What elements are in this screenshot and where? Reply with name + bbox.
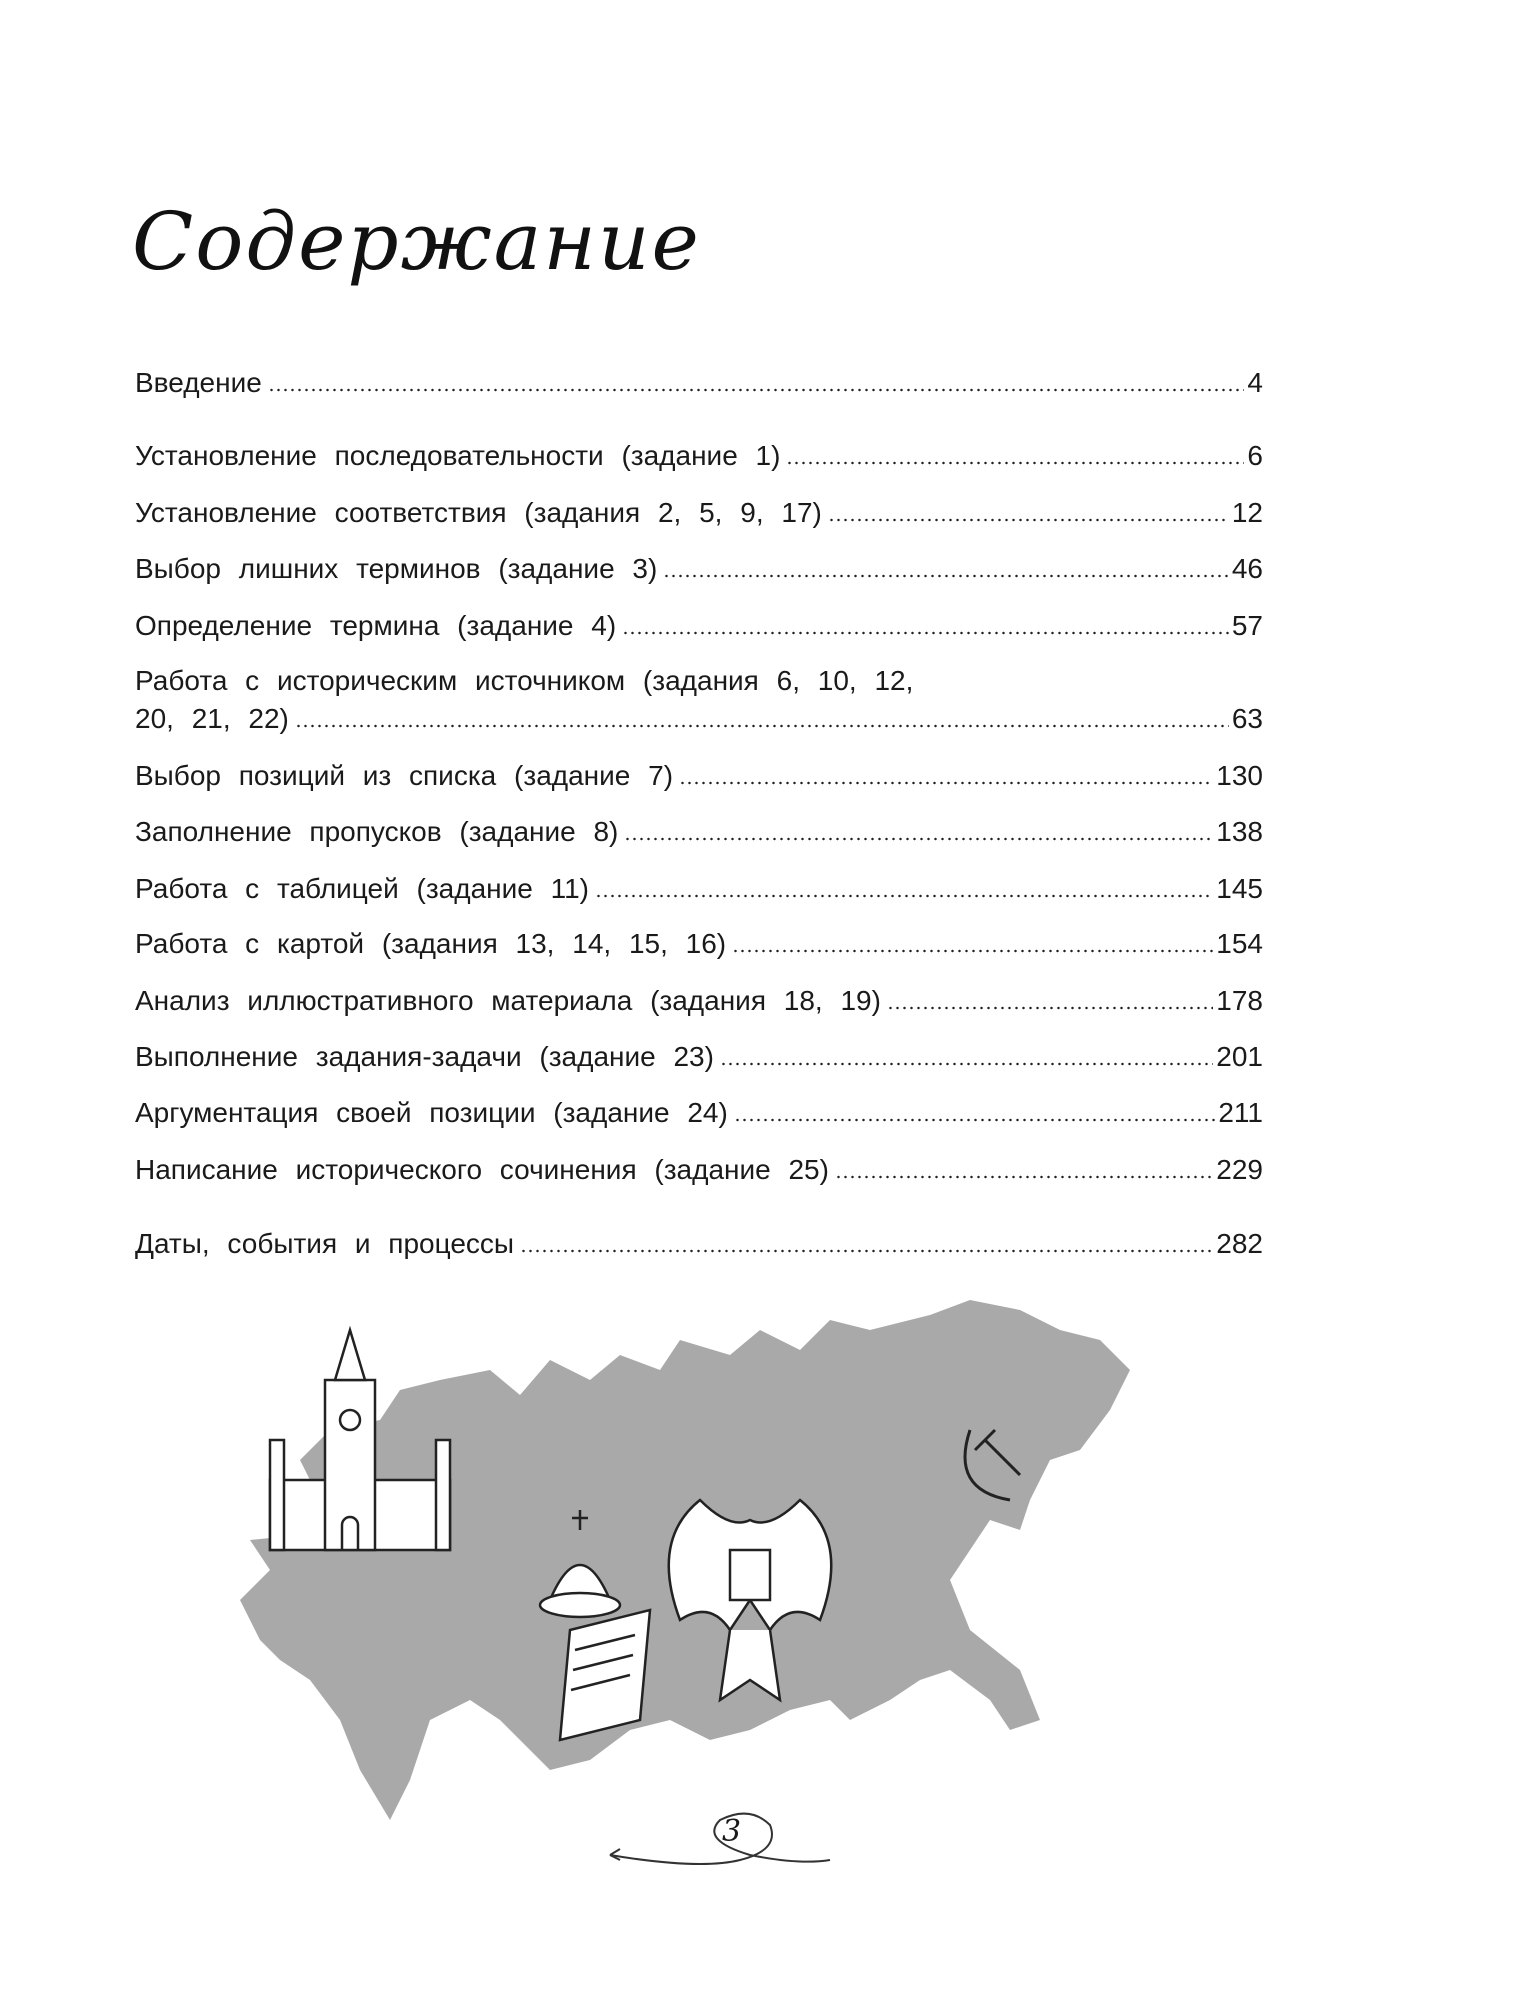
toc-entry-label-line1[interactable]: Работа с историческим источником (задания 6, 10, 12, — [135, 665, 914, 696]
toc-entry-page: 6 — [1247, 440, 1263, 471]
dot-leader — [835, 1175, 1213, 1179]
page-number: 3 — [722, 1814, 742, 1849]
toc-entry-page: 4 — [1247, 367, 1263, 398]
swirl-ornament-icon — [600, 1800, 840, 1890]
toc-entry-page: 211 — [1218, 1097, 1263, 1128]
scroll-icon — [560, 1610, 650, 1740]
dot-leader — [520, 1249, 1213, 1253]
toc-entry-label: Выбор лишних терминов (задание 3) — [135, 553, 658, 584]
toc-entry-page: 282 — [1216, 1228, 1263, 1259]
toc-entry-page: 178 — [1216, 985, 1263, 1016]
toc-entry-label: Аргументация своей позиции (задание 24) — [135, 1097, 728, 1128]
toc-entry-label: Выбор позиций из списка (задание 7) — [135, 760, 674, 791]
toc-entry-page: 57 — [1231, 610, 1263, 641]
toc-entry[interactable] — [135, 702, 1263, 736]
toc-entry[interactable] — [135, 609, 1263, 643]
toc-entry-label: Работа с картой (задания 13, 14, 15, 16) — [135, 928, 727, 959]
dot-leader — [622, 631, 1229, 635]
toc-entry[interactable] — [135, 984, 1263, 1018]
toc-entry-page: 46 — [1231, 553, 1263, 584]
toc-entry[interactable] — [135, 927, 1263, 961]
toc-entry-page: 201 — [1216, 1041, 1263, 1072]
toc-entry-page: 154 — [1216, 928, 1263, 959]
toc-entry-page: 229 — [1216, 1154, 1263, 1185]
toc-entry[interactable] — [135, 1153, 1263, 1187]
dot-leader — [679, 781, 1213, 785]
dot-leader — [663, 574, 1229, 578]
toc-entry-page: 138 — [1216, 816, 1263, 847]
toc-entry-page: 130 — [1216, 760, 1263, 791]
dot-leader — [268, 388, 1245, 392]
toc-entry-label: Работа с таблицей (задание 11) — [135, 873, 589, 904]
page-number-ornament — [600, 1800, 840, 1890]
toc-entry-page: 63 — [1231, 703, 1263, 734]
dot-leader — [295, 724, 1229, 728]
toc-entry[interactable] — [135, 496, 1263, 530]
dot-leader — [720, 1062, 1213, 1066]
toc-entry[interactable] — [135, 366, 1263, 400]
dot-leader — [887, 1006, 1213, 1010]
toc-entry-label: Выполнение задания-задачи (задание 23) — [135, 1041, 714, 1072]
toc-entry-label: 20, 21, 22) — [135, 703, 289, 734]
toc-entry-page: 145 — [1216, 873, 1263, 904]
toc-entry-page: 12 — [1231, 497, 1263, 528]
dot-leader — [828, 518, 1229, 522]
toc-entry[interactable] — [135, 759, 1263, 793]
dot-leader — [734, 1118, 1216, 1122]
toc-entry-label: Написание исторического сочинения (задание 25) — [135, 1154, 829, 1185]
toc-entry-label: Заполнение пропусков (задание 8) — [135, 816, 619, 847]
toc-entry[interactable] — [135, 1227, 1263, 1261]
toc-entry[interactable] — [135, 815, 1263, 849]
toc-entry[interactable] — [135, 1040, 1263, 1074]
toc-entry-label: Даты, события и процессы — [135, 1228, 515, 1259]
toc-entry-label: Определение термина (задание 4) — [135, 610, 617, 641]
dot-leader — [786, 461, 1244, 465]
toc-entry-label: Введение — [135, 367, 262, 398]
dot-leader — [732, 949, 1213, 953]
dot-leader — [624, 837, 1213, 841]
toc-entry[interactable] — [135, 1096, 1263, 1130]
dot-leader — [595, 894, 1213, 898]
toc-entry[interactable] — [135, 439, 1263, 473]
toc-entry-label: Установление соответствия (задания 2, 5, 9, 17) — [135, 497, 822, 528]
toc-entry-label: Установление последовательности (задание 1) — [135, 440, 781, 471]
toc-entry[interactable] — [135, 552, 1263, 586]
page-title: Содержание — [132, 195, 701, 288]
russia-map-illustration — [230, 1300, 1170, 1840]
toc-entry-label: Анализ иллюстративного материала (задания 18, 19) — [135, 985, 881, 1016]
toc-entry[interactable] — [135, 872, 1263, 906]
